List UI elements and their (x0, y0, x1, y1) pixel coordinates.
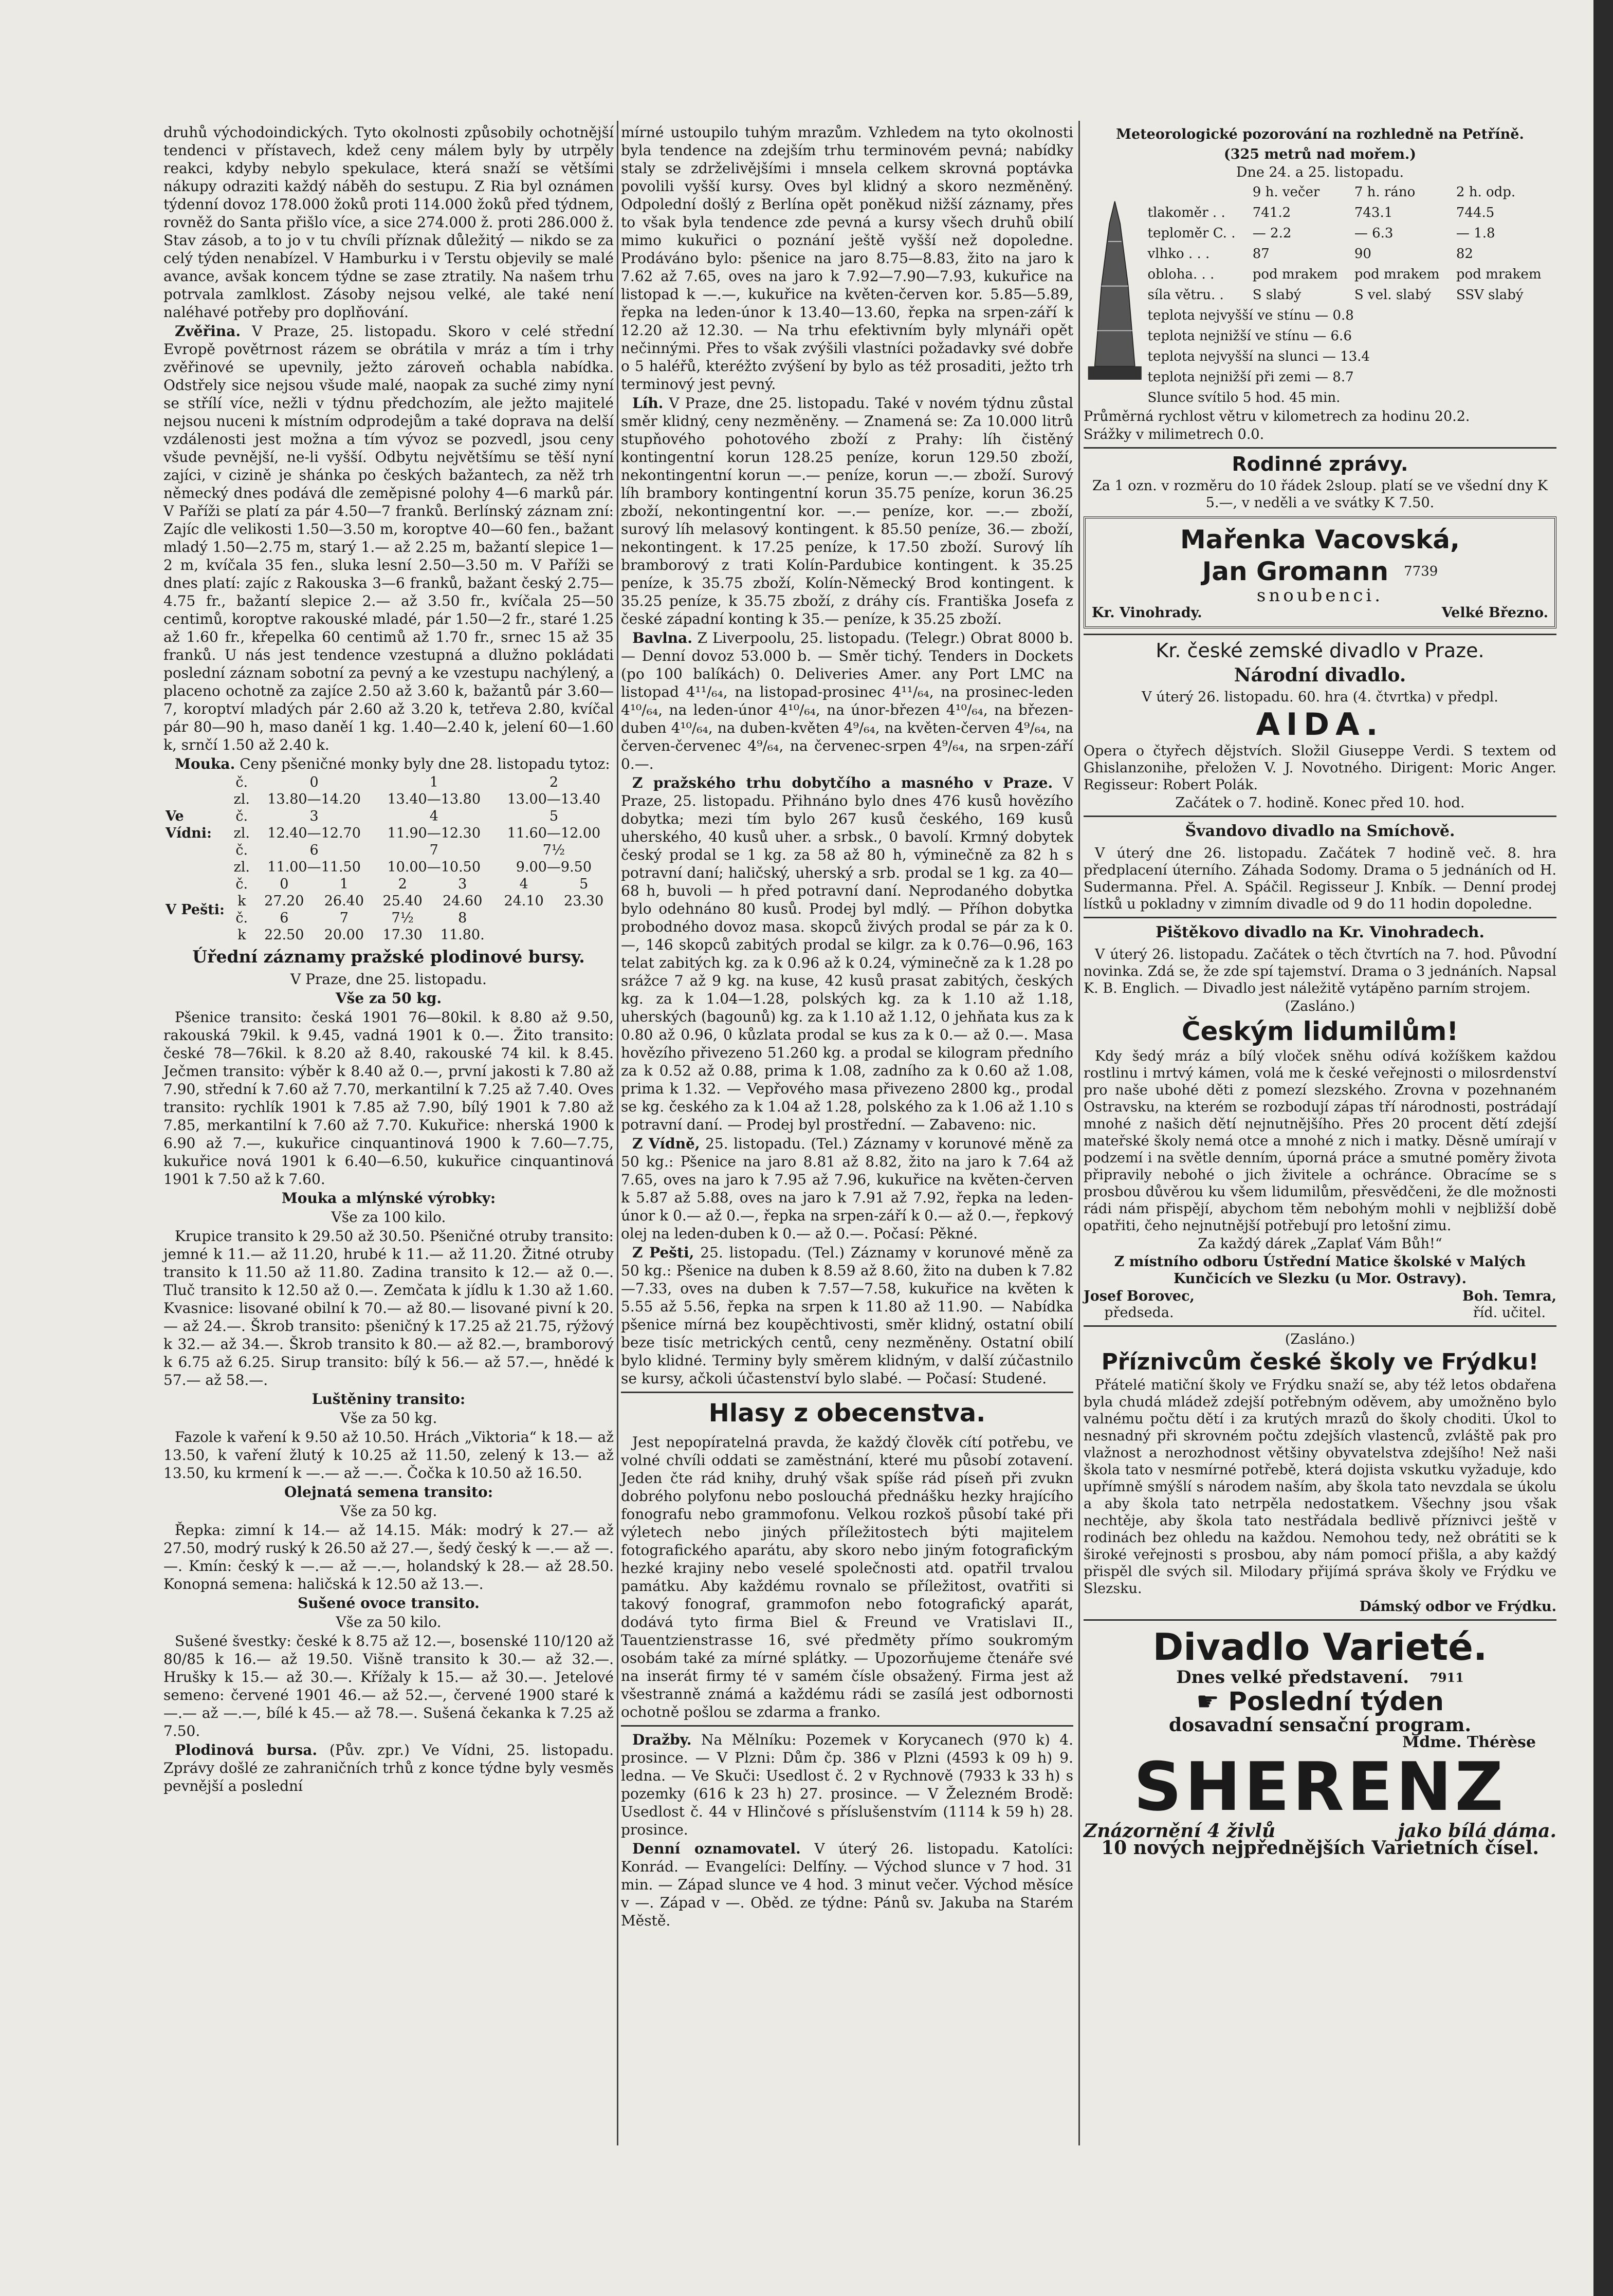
performance-line: V úterý 26. listopadu. 60. hra (4. čtvrtka) v předpl. (1142, 689, 1498, 705)
section-heading: Úřední záznamy pražské plodinové bursy. (192, 947, 585, 967)
section-heading: Z Pešti, (632, 1244, 694, 1261)
article-text: V úterý 26. listopadu. Katolíci: Konrád. — Evangelíci: Delfíny. — Východ slunce v 7 hod. 31 min. — Západ slunce ve 4 hod. 3 minut večer. Východ měsíce v —. Západ v —. Oběd. ze týdne: Pánů sv. Jakuba na Starém Městě. (621, 1840, 1074, 1929)
table-cell: 1 (429, 774, 438, 790)
table-cell: č. (235, 876, 248, 892)
table-cell (494, 927, 554, 943)
table-cell: č. (235, 774, 248, 790)
article-oilseeds: Řepka: zimní k 14.— až 14.15. Mák: modrý k 27.— až 27.50, modrý ruský k 26.50 až 27.—, šedý český k —.— až —.—. Kmín: český k —.— až —.—, holandský k 28.— až 28.50. Konopná semena: haličská k 12.50 až 13.—. (163, 1522, 614, 1593)
section-subheading: (325 metrů nad mořem.) (1223, 146, 1417, 162)
table-cell: 87 (1252, 246, 1270, 262)
table-cell: zl. (233, 859, 250, 875)
section-subheading: Dne 24. a 25. listopadu. (1236, 164, 1404, 180)
ad-place: Kr. Vinohrady. (1092, 605, 1202, 621)
table-cell: k (237, 893, 246, 909)
table-cell: 26.40 (324, 893, 364, 909)
divider (1084, 634, 1556, 635)
table-cell: S vel. slabý (1354, 287, 1432, 303)
section-heading: Plodinová bursa. (175, 1742, 318, 1758)
table-cell: 13.40—13.80 (387, 791, 481, 807)
table-label: V Pešti: (166, 901, 225, 918)
article-text: Ceny pšeničné monky byly dne 28. listopadu tytoz: (240, 755, 610, 772)
weather-line: Srážky v milimetrech 0.0. (1084, 427, 1264, 442)
variete-subtitle-row (1084, 1669, 1556, 1686)
table-cell: 7½ (391, 910, 414, 926)
article-legumes: Fazole k vaření k 9.50 až 10.50. Hrách „Viktoria“ k 18.— až 13.50, k vaření žlutý k 10.25 až 11.50, zelený k 13.— až 13.50, ku krmení k —.— až —.—. Čočka k 10.50 až 16.50. (163, 1429, 614, 1482)
article-lih (621, 394, 1073, 628)
article-vienna (621, 1135, 1073, 1243)
sent-note: (Zasláno.) (1285, 998, 1355, 1014)
table-cell: — 2.2 (1252, 226, 1292, 241)
table-cell: 11.80. (440, 927, 485, 943)
column-rule (617, 121, 618, 2145)
table-cell: k (237, 927, 246, 943)
table-cell: vlhko . . . (1147, 246, 1210, 262)
article-pest (621, 1244, 1073, 1387)
section-heading: Denní oznamovatel. (632, 1840, 801, 1857)
column-rule (1078, 121, 1080, 2145)
article-coffee: druhů východoindických. Tyto okolnosti způsobily ochotnější tendenci v přístavech, kdež ceny málem byly by utrpěly reakci, kdyby nebylo spekulace, která snaží se většími nákupy odraziti každý náběh do sestupu. Z Ria byl oznámen týdenní dovoz 178.000 žoků proti 114.000 žoků před týdnem, rovněž do Santa přišlo více, a sice 274.000 ž. proti 286.000 ž. Stav zásob, a to jo v tu chvíli příznak důležitý — nikdo se za celý týden nenabízel. V Hamburku i v Terstu objevily se malé avance, avšak koncem týdne se zase ztratily. Na našem trhu potrvala zamlklost. Zásoby nejsou velké, ale také není naléhavé potřeby pro doplňování. (163, 124, 614, 321)
section-subheading: Olejnatá semena transito: (284, 1484, 493, 1501)
table-cell: 12.40—12.70 (267, 825, 361, 841)
theatre-text: V úterý dne 26. listopadu. Začátek 7 hodině več. 8. hra předplacení úterního. Záhada Sodomy. Drama o 5 jednáních od H. Sudermanna. Přel. A. Spáčil. Regisseur J. Knbík. — Denní prodej lístků u pokladny v zimním divadle od 9 do 11 hodin dopoledne. (1084, 845, 1556, 912)
table-cell: 2 (549, 774, 558, 790)
weather-block (1084, 182, 1556, 408)
table-cell: 82 (1456, 246, 1473, 262)
table-cell: zl. (233, 825, 250, 841)
table-cell: 6 (309, 842, 319, 858)
table-cell: 8 (458, 910, 467, 926)
table-cell: 22.50 (264, 927, 304, 943)
table-cell (554, 910, 614, 927)
variete-subtitle: Dnes velké představení. (1176, 1667, 1409, 1688)
article-drazby (621, 1731, 1073, 1839)
table-header: 2 h. odp. (1456, 184, 1516, 200)
appeal-title: Českým lidumilům! (1181, 1016, 1459, 1046)
unit-line: Vše za 50 kg. (340, 1503, 437, 1520)
table-header: 9 h. večer (1252, 184, 1320, 200)
table-cell: 744.5 (1456, 205, 1495, 220)
signatures (1084, 1288, 1556, 1321)
table-cell: 6 (280, 910, 289, 926)
section-heading: Bavlna. (632, 629, 692, 646)
divider (1084, 1619, 1556, 1621)
article-plodinova-bursa (163, 1741, 614, 1795)
performer-name: SHERENZ (1133, 1748, 1507, 1826)
divider (621, 1725, 1073, 1727)
table-cell: S slabý (1252, 287, 1302, 303)
table-cell: 2 (398, 876, 407, 892)
table-cell: 27.20 (264, 893, 304, 909)
article-dried-fruit: Sušené švestky: české k 8.75 až 12.—, bosenské 110/120 až 80/85 k 16.— až 19.50. Višně transito k 30.— až 32.—. Hrušky k 15.— až 30.—. Křížaly k 15.— až 30.—. Jetelové semeno: červené 1901 46.— až 52.—, červené 1900 staré k —.— až —.—, bílé k 45.— až 78.—. Sušená čekanka k 7.25 až 7.50. (163, 1633, 614, 1739)
table-cell: — 6.3 (1354, 226, 1394, 241)
table-cell: 3 (309, 808, 319, 824)
table-cell: 17.30 (382, 927, 423, 943)
table-cell: 9.00—9.50 (516, 859, 592, 875)
unit-line: Vše za 50 kilo. (336, 1614, 442, 1631)
table-cell: 4 (429, 808, 438, 824)
article-text: V Praze, dne 25. listopadu. Také v novém týdnu zůstal směr klidný, ceny nezměněny. — Znamená se: Za 10.000 litrů stupňového pohotového zboží z Prahy: líh čistěný kontingentní korun 128.25 peníze, korun 129.50 zboží, nekontingentní korun —.— peníze, korun —.— zboží. Surový líh brambory kontingentní korun 35.75 peníze, korun 36.25 zboží, nekontingentní kor. —.— peníze, kor. —.— zboží, surový líh melasový kontingent. k 85.50 peníze, 36.— zboží, nekontingent. k 17.25 peníze, k 17.50 zboží. Surový líh bramborový z trati Kolín-Pardubice kontingent. k 35.25 peníze, k 35.75 zboží, Kolín-Německý Brod kontingent. k 35.25 peníze, k 35.75 zboží, z dráhy cís. Františka Josefa z české západní konting k 35.— peníze, k 35.25 zboží. (621, 395, 1073, 627)
appeal-text: Přátelé matiční školy ve Frýdku snaží se, aby též letos obdařena byla chudá mládež zdejší potřebným oděvem, aby umožněno bylo valnému počtu dětí i za krutých mrazů do školy choditi. Úkol to nesnadný při skrovném počtu zdejších vlastenců, zvláště pak pro vlažnost a nerozhodnost většiny obyvatelstva zdejšího! Než naši škola tato v nesmírné potřebě, která dojista vskutku vyžaduje, kdo upřímně smýšlí s národem naším, aby škola tato nevzdala se úkolu a aby škola tato netrpěla nedostatkem. Všechny jsou však nechtěje, aby škola tato nestřádala bedlivě příznivci ještě v rodinách bez ohledu na každou. Nemohou tedy, než obrátiti se k široké veřejnosti s prosbou, aby nám pomocí přišla, a aby každý přispěl dle svých sil. Milodary přijímá správa školy ve Frýdku ve Slezsku. (1084, 1377, 1556, 1597)
variete-title: Divadlo Varieté. (1152, 1625, 1488, 1669)
table-cell: pod mrakem (1456, 267, 1542, 282)
signature-role: říd. učitel. (1473, 1305, 1546, 1321)
table-cell: 0 (280, 876, 289, 892)
article-continued: mírné ustoupilo tuhým mrazům. Vzhledem na tyto okolnosti byla tendence na zdejším trhu terminovém pevná; nabídky staly se zdrželivějšími i mnsela celkem skrovná poptávka povolili vyšší kursy. Oves byl klidný a skoro nezměněný. Odpolední došlý z Berlína opět poněkud nižší záznamy, přes to však byla tendence zde pevná a kursy všech druhů obilí mimo kukuřici o poznání ještě vyšší než dopoledne. Prodáváno bylo: pšenice na jaro 8.75—8.83, žito na jaro k 7.62 až 7.65, oves na jaro k 7.92—7.90—7.93, kukuřice na listopad k —.—, kukuřice na květen-červen kor. 5.85—5.89, řepka na leden-únor k 13.40—13.60, řepka na srpen-září k 12.20 až 12.30. — Na trhu efektivním byly mlynáři opět nečinnými. Přes to však zvýšili vlastníci požadavky své dobře o 5 haléřů, kteréžto zvýšení by bylo as též prosaditi, ježto trh terminový jest pevný. (621, 124, 1073, 393)
table-cell: 5 (549, 808, 558, 824)
petrin-tower-icon (1084, 182, 1146, 408)
table-cell: 11.90—12.30 (387, 825, 481, 841)
table-cell: — 1.8 (1456, 226, 1495, 241)
weather-line: teplota nejnižší při zemi — 8.7 (1147, 369, 1354, 385)
ad-rates: Za 1 ozn. v rozměru do 10 řádek 2sloup. platí se ve všední dny K 5.—, v neděli a ve svátky K 7.50. (1092, 478, 1548, 511)
column-1 (163, 123, 614, 1796)
article-text: V Praze, 25. listopadu. Skoro v celé střední Evropě povětrnost rázem se obrátila v mráz a tím i trhy zvěřinové se upevnily, ježto zároveň ochabla nabídka. Odstřely sice nejsou všude malé, naopak za suché zimy nyní se střílí více, nežli v týdnu předchozím, ale ježto majitelé nejsou nuceni k místním odprodejům a také doprava na delší vzdálenosti jest možna a tím vývoz se pozvedl, jsou ceny všude pevnější, ne-li vyšší. Odbytu největšímu se těší nyní zajíci, v cizině je shánka po českých bažantech, za něž trh německý dnes podává dle zeměpisné polohy 4—6 marků pár. V Paříži se platí za pár 4.50—7 franků. Berlínský záznam zní: Zajíc dle velikosti 1.50—3.50 m, koroptve 40—60 fen., bažant mladý 1.50—2.75 m, starý 1.— až 2.25 m, bažantí slepice 1—2 m, kvíčala 35 fen., sluka lesní 2.50—3.50 m. V Paříži se dnes platí: zajíc z Rakouska 3—6 franků, bažant český 2.75—4.75 fr., bažantí slepice 2.— až 3.50 fr., kvíčala 25—50 centimů, koroptve rakouské mladé, pár 1.50—2 fr., staré 1.25 až 1.60 fr., křepelka 60 centimů až 1.70 fr., srnec 15 až 35 franků. U nás jest tendence vzestupná a dlužno pokládati poslední záznam sobotní za pevný a ke vzestupu nachýlený, a placeno ochotně za zajíce 2.50 až 3.60 k, bažantů pár 3.60—7, koroptví mladých pár 2.60 až 3.20 k, tetřeva 2.80, kvíčal pár 80—90 h, maso daněí 1 kg. 1.40—2.40 k, jelení 60—1.60 k, srnčí 1.50 až 2.40 k. (163, 323, 614, 753)
article-grain: Pšenice transito: česká 1901 76—80kil. k 8.80 až 9.50, rakouská 79kil. k 9.45, vadná 1901 k 0.—. Žito transito: české 78—76kil. k 8.20 až 8.40, rakouské 74 kil. k 8.45. Ječmen transito: výběr k 8.40 až 0.—, první jakosti k 7.80 až 7.90, střední k 7.60 až 7.70, merkantilní k 7.25 až 7.40. Oves transito: rychlík 1901 k 7.85 až 7.90, bílý 1901 k 7.80 až 7.85, merkantilní k 7.60 až 7.70. Kukuřice: nherská 1900 k 6.90 až 7.—, kukuřice cinquantinová 1900 k 7.60—7.75, kukuřice nová 1901 k 6.40—6.50, kukuřice cinquantinová 1901 k 7.50 až k 7.60. (163, 1009, 614, 1188)
opera-times: Začátek o 7. hodině. Konec před 10. hod. (1175, 795, 1465, 811)
table-cell: 7 (339, 910, 349, 926)
section-heading: Dražby. (632, 1731, 692, 1748)
weather-line: teplota nejnižší ve stínu — 6.6 (1147, 328, 1352, 344)
article-hlasy: Jest nepopíratelná pravda, že každý člověk cítí potřebu, ve volné chvíli oddati se zaměstnání, které mu působí zotavení. Jeden čte rád knihy, druhý však spíše rád píseň při zvukn dobrého polyfonu nebo poslouchá přednášku hezky hrajícího fonografu nebo grammofonu. Velkou rozkoš působí také při výletech nebo jiných příležitostech býti majitelem fotografického aparátu, aby skoro nebo jiným fotografickým hezké krajiny nebo veselé společnosti atd. opatřil trvalou památku. Aby každému rovnalo se příležitost, ovatřiti si takový fonograf, grammofon nebo fotografický aparát, dodává tyto firma Biel & Freund ve Vratislavi II., Tauentzienstrasse 16, své předměty přímo soukromým osobám také za mírné splátky. — Upozorňujeme čtenáře své na inserát firmy té v samém čísle obsažený. Firma jest až všestranně známá a každému rádi se zasílá jest odbornosti ochotně pošlou se zdarma a franko. (621, 1434, 1073, 1720)
weather-line: Průměrná rychlost větru v kilometrech za hodinu 20.2. (1084, 409, 1470, 424)
engagement-ad (1084, 516, 1556, 628)
table-cell: 24.10 (504, 893, 544, 909)
section-heading: Z pražského trhu dobytčího a masného v Praze. (632, 774, 1053, 791)
table-cell: č. (235, 808, 248, 824)
flour-price-table (163, 774, 614, 943)
divider (621, 1392, 1073, 1393)
sent-note: (Zasláno.) (1285, 1331, 1355, 1347)
table-cell: 0 (309, 774, 319, 790)
ad-number: 7739 (1404, 563, 1438, 579)
ad-number: 7911 (1429, 1670, 1464, 1685)
ad-subtitle: snoubenci. (1256, 585, 1384, 606)
article-text: Z Liverpoolu, 25. listopadu. (Telegr.) Obrat 8000 b. — Denní dovoz 53.000 b. — Směr tichý. Tenders in Dockets (po 100 balíkách) 0. Deliveries Amer. any Port LMC na listopad 4¹¹/₆₄, na listopad-prosinec 4¹¹/₆₄, na prosinec-leden 4¹⁰/₆₄, na leden-únor 4¹⁰/₆₄, na únor-březen 4¹⁰/₆₄, na březen-duben 4¹⁰/₆₄, na duben-květen 4⁹/₆₄, na květen-červen 4⁹/₆₄, na červen-červenec 4⁹/₆₄, na červenec-srpen 4⁹/₆₄, na srpen-září 0.—. (621, 629, 1073, 772)
table-cell: zl. (233, 791, 250, 807)
appeal-sender: Z místního odboru Ústřední Matice školské v Malých Kunčicích ve Slezku (u Mor. Ostravy). (1114, 1254, 1526, 1287)
table-cell: 25.40 (382, 893, 423, 909)
section-subheading: Národní divadlo. (1234, 664, 1406, 686)
section-heading: Z Vídně, (632, 1135, 700, 1152)
signature (1462, 1288, 1556, 1321)
opera-text: Opera o čtyřech dějstvích. Složil Giuseppe Verdi. S textem od Ghislanzonihe, přeložen V. J. Novotného. Dirigent: Moric Anger. Regisseur: Robert Polák. (1084, 743, 1556, 793)
unit-line: Vše za 50 kg. (335, 990, 442, 1007)
table-cell (554, 927, 614, 943)
table-cell: 743.1 (1354, 205, 1393, 220)
section-title: Kr. české zemské divadlo v Praze. (1156, 639, 1484, 662)
section-heading: Mouka. (175, 755, 235, 772)
divider (1084, 816, 1556, 817)
ad-places (1092, 604, 1548, 621)
article-text: (Pův. zpr.) Ve Vídni, 25. listopadu. Zprávy došlé ze zahraničních trhů z konce týdne byly vesměs pevnější a poslední (163, 1742, 614, 1794)
section-heading: Pištěkovo divadlo na Kr. Vinohradech. (1156, 923, 1484, 941)
table-cell: tlakoměr . . (1147, 205, 1225, 220)
ad-row (1092, 556, 1548, 587)
article-zverina (163, 322, 614, 754)
section-subheading: Sušené ovoce transito. (298, 1595, 480, 1612)
table-cell: 11.60—12.00 (507, 825, 601, 841)
unit-line: Vše za 100 kilo. (331, 1209, 446, 1226)
table-cell: 1 (339, 876, 349, 892)
appeal-title: Příznivcům české školy ve Frýdku! (1101, 1349, 1539, 1375)
table-cell: síla větru. . (1147, 287, 1224, 303)
table-cell: č. (235, 910, 248, 926)
table-cell: 3 (458, 876, 467, 892)
divider (1084, 917, 1556, 918)
table-cell: teploměr C. . (1147, 226, 1236, 241)
table-label: Ve Vídni: (166, 808, 212, 841)
table-cell: 7½ (542, 842, 565, 858)
pointing-hand-icon: ☛ (1196, 1687, 1219, 1716)
signature-name: Josef Borovec, (1084, 1288, 1195, 1304)
section-subheading: Luštěniny transito: (311, 1391, 466, 1408)
ad-name: Mařenka Vacovská, (1180, 525, 1460, 554)
section-subheading: Mouka a mlýnské výrobky: (281, 1190, 496, 1207)
weather-table (1146, 182, 1556, 408)
last-week-banner (1084, 1686, 1556, 1717)
table-header: 7 h. ráno (1354, 184, 1416, 200)
page-edge (1593, 0, 1613, 2296)
table-cell: 13.00—13.40 (507, 791, 601, 807)
divider (1084, 1325, 1556, 1327)
program-line: dosavadní sensační program. (1168, 1714, 1472, 1736)
performer-title: Mdme. Thérèse (1402, 1733, 1536, 1751)
appeal-signature: Dámský odbor ve Frýdku. (1359, 1599, 1556, 1615)
last-week-text: Poslední týden (1228, 1687, 1444, 1716)
section-title: Rodinné zprávy. (1232, 453, 1408, 475)
article-dobytek (621, 774, 1073, 1134)
article-bavlna (621, 629, 1073, 773)
table-cell: 741.2 (1252, 205, 1291, 220)
appeal-text: Kdy šedý mráz a bílý vloček sněhu odívá kožíškem každou rostlinu i mrtvý kámen, volá me k české veřejnosti o milosrdenství pro naše ubohé děti z pomezí slezského. Zrovna v pozehnaném Ostravsku, na kterém se rozbodují zápas tří národnosti, postrádají mnohé z našich dětí nejnutnějšího. Přes 20 procent dětí zdejší mateřské školy nemá otce a mnohé z nich i matky. Děsně umírají v podzemí i na světle denním, úporná práce a smutné poměry života připravily nebohé o jich živitele a ochránce. Obracíme se s prosbou důvěrou ku všem lidumilům, přesvědčeni, že dle možnosti rádi nám přispějí, abychom těm nebohým mohli v nejbližší době opatřiti, čeho nejnutnější potřebují pro letošní zimu. (1084, 1048, 1556, 1234)
table-cell: 90 (1354, 246, 1371, 262)
table-cell: pod mrakem (1252, 267, 1338, 282)
weather-line: Slunce svítilo 5 hod. 45 min. (1147, 390, 1341, 405)
section-heading: Švandovo divadlo na Smíchově. (1185, 822, 1455, 840)
table-cell: č. (235, 842, 248, 858)
article-text: 25. listopadu. (Tel.) Záznamy v korunové měně za 50 kg.: Pšenice na jaro 8.81 až 8.82, žito na jaro k 7.64 až 7.65, oves na jaro k 7.95 až 7.96, kukuřice na květen-červen k 5.87 až 5.88, oves na jaro k 7.91 až 7.92, řepka na leden-únor k 0.— až 0.—, řepka na srpen-září k 0.— až 0.—, řepkový olej na leden-duben k 0.— až 0.—. Počasí: Pěkné. (621, 1135, 1073, 1242)
table-cell: 7 (429, 842, 438, 858)
signature-name: Boh. Temra, (1462, 1288, 1556, 1304)
performer-act: jako bílá dáma. (1398, 1820, 1556, 1842)
theatre-text: V úterý 26. listopadu. Začátek o těch čtvrtích na 7. hod. Původní novinka. Zdá se, že zde spí tajemství. Drama o 3 jednáních. Napsal K. B. Englich. — Divadlo jest náležitě vytápěno parním strojem. (1084, 947, 1556, 996)
weather-line: teplota nejvyšší na slunci — 13.4 (1147, 349, 1370, 364)
variete-numbers: 10 nových nejpřednějších Varietních čísel. (1101, 1837, 1539, 1859)
table-cell (494, 910, 554, 927)
table-cell: 20.00 (324, 927, 364, 943)
article-text: V Praze, 25. listopadu. Přihnáno bylo dnes 476 kusů hovězího dobytka; mezi tím bylo 267 kusů českého, 169 kusů uherského, 40 kusů uher. a srbsk., 0 bavolí. Krmný dobytek český prodal se 1 kg. za 58 až 80 h, výminečně za 82 h s potravní daní; haličský, uherský a srb. prodal se 1 kg. za 40—68 h, buvoli — h před potravní daní. Neprodaného dobytka bylo odehnáno 80 kusů. Prodej byl mdlý. — Příhon dobytka probodného dovoz masa. skopců živých prodal se pár za k 0.—, 146 skopců zabitých prodal se kilgr. za k 0.76—0.96, 163 telat zabitých kg. za k 0.96 až k 0.24, výminečně za k 1.28 po srážce 7 až 9 kg. na kuse, 42 kusů prasat zabitých, českých kg. za k 1.04—1.28, polských kg. za k 1.10 až 1.18, uherských (bagounů) kg. za k 1.10 až 1.12, 0 jehňata kus za k 0.80 až 0.96, 0 kůzlata prodal se kus za k 0.— až 0.—. Masa hovězího přivezeno 51.260 kg. a prodal se kilogram předního za k 0.52 až 0.88, prima k 1.08, zadního za k 0.60 až 1.08, prima k 1.32. — Vepřového masa přivezeno 2800 kg., prodal se kg. českého za k 1.04 až 1.28, polského za k 1.06 až 1.10 s potravní daní. — Prodej byl prostřední. — Zabaveno: nic. (621, 774, 1074, 1133)
column-3 (1084, 123, 1556, 1857)
divider (1084, 447, 1556, 449)
table-cell: SSV slabý (1456, 287, 1524, 303)
signature (1084, 1288, 1195, 1321)
table-cell: pod mrakem (1354, 267, 1440, 282)
article-text: Na Mělníku: Pozemek v Korycanech (970 k) 4. prosince. — V Plzni: Dům čp. 386 v Plzni (4593 k 09 h) 9. ledna. — Ve Skuči: Usedlost č. 2 v Rychnově (7933 k 33 h) s pozemky (616 k 23 h) 27. prosince. — V Železném Brodě: Usedlost č. 44 v Hlinčové s příslušenstvím (1114 k 59 h) 28. prosince. (621, 1731, 1074, 1838)
section-heading: Líh. (632, 395, 664, 412)
weather-line: teplota nejvyšší ve stínu — 0.8 (1147, 308, 1354, 323)
opera-title: AIDA. (1256, 707, 1384, 743)
unit-line: Vše za 50 kg. (340, 1410, 437, 1427)
section-title: Hlasy z obecenstva. (708, 1399, 986, 1428)
article-mill-products: Krupice transito k 29.50 až 30.50. Pšeničné otruby transito: jemné k 11.— až 11.20, hrubé k 11.— až 11.20. Žitné otruby transito k 11.50 až 11.80. Zadina transito k 12.— až 0.—. Tluč transito k 12.50 až 0.—. Zemčata k jídlu k 1.30 až 1.60. Kvasnice: lisované obilní k 70.— až 80.— lisované pivní k 20.— až 24.—. Škrob transito: pšeničný k 17.25 až 21.75, rýžový k 32.— až 34.—. Škrob transito k 80.— až 82.—, bramborový k 6.75 až 6.25. Sirup transito: bílý k 56.— až 57.—, hnědé k 57.— až 58.—. (163, 1228, 614, 1388)
table-cell: 13.80—14.20 (267, 791, 361, 807)
ad-place: Velké Březno. (1441, 605, 1548, 621)
table-cell: 5 (579, 876, 589, 892)
column-2 (621, 123, 1073, 1931)
appeal-thanks: Za každý dárek „Zaplať Vám Bůh!“ (1198, 1236, 1442, 1252)
section-heading: Meteorologické pozorování na rozhledně na Petříně. (1116, 126, 1524, 142)
table-cell: obloha. . . (1147, 267, 1215, 282)
table-cell: 24.60 (443, 893, 483, 909)
table-cell: 10.00—10.50 (387, 859, 481, 875)
table-cell: 11.00—11.50 (267, 859, 361, 875)
article-mouka (163, 755, 614, 773)
article-text: 25. listopadu. (Tel.) Záznamy v korunové měně za 50 kg.: Pšenice na duben k 8.59 až 8.60, žito na duben k 7.82—7.33, oves na duben k 7.57—7.58, kukuřice na květen k 5.55 až 5.56, řepka na srpen k 11.80 až 11.90. — Nabídka pšenice mírná bez koupěchtivosti, směr klidný, ostatní obilí beze tisíc metrických centů, ceny nezměněny. Ostatní obilí bylo klidné. Terminy byly směrem klidným, v další zúčastnilo se kursy, ačkoli účastenství bylo slabé. — Počasí: Studené. (621, 1244, 1073, 1387)
article-denni (621, 1840, 1073, 1930)
ad-name: Jan Gromann (1202, 557, 1389, 586)
section-subheading: V Praze, dne 25. listopadu. (290, 971, 487, 988)
section-heading: Zvěřina. (175, 323, 241, 340)
table-cell: 4 (519, 876, 528, 892)
performer-act: Znázornění 4 živlů (1084, 1820, 1276, 1842)
signature-role: předseda. (1104, 1305, 1174, 1321)
table-cell: 23.30 (564, 893, 604, 909)
